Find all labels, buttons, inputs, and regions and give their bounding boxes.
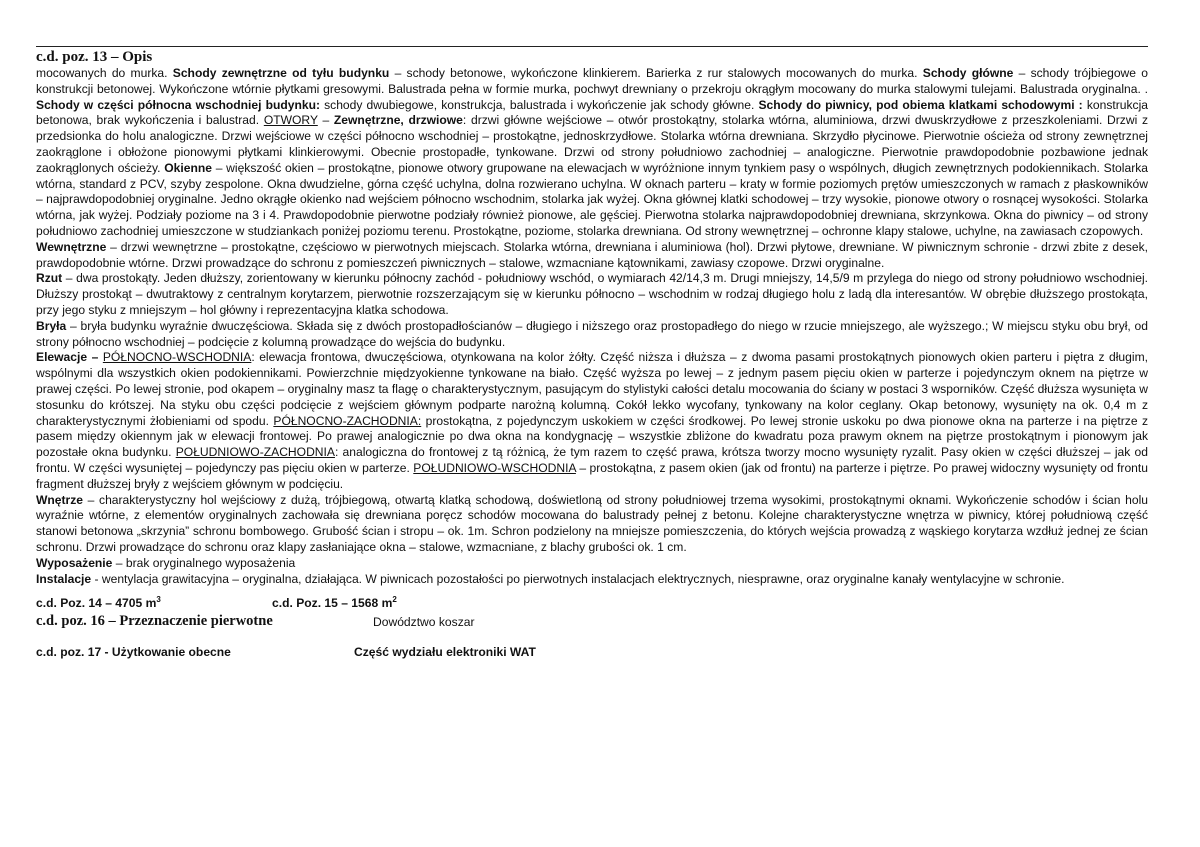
opis-body bbox=[36, 66, 1148, 587]
text-run: – większość okien – prostokątne, pionowe otwory grupowane na elewacjach w wyróżnione innym tynkiem pasy o wspólnych, długich zewnętrznych podokiennikach. Stolarka wtórna, standard z PCV, szyby zespolone. Okna dwudzielne, górna część uchylna, dolna rozwierano uchylna. W oknach parteru – kraty w formie poziomych prętów umieszczonych w ramach z płaskowników – najprawdopodobniej oryginalne. Jedno okrągłe okienko nad wejściem północno wschodnim, stolarka jak wyżej. Okna głównej klatki schodowej – trzy wysokie, pionowe otwory o rosnącej wysokości. Stolarka wtórna, jak wyżej. Podziały poziome na 3 i 4. Prawdopodobnie pierwotne podziały również pionowe, ale gęściej. Pierwotna stolarka najprawdopodobniej drewniana, skrzynkowa. Okna do piwnicy – od strony południowo zachodniej umieszczone w studziankach poniżej poziomu terenu. Prostokątne, poziome, stolarka drewniana. Od strony wewnętrznej – ochronne klapy stalowe, uchylne, na zawiasach czopowych. bbox=[36, 160, 1148, 238]
term-schody-glowne: Schody główne bbox=[922, 66, 1014, 80]
term-schody-do-piwnicy: Schody do piwnicy, pod obiema klatkami schodowymi : bbox=[758, 97, 1083, 112]
section-heading-poz-13: c.d. poz. 13 – Opis bbox=[36, 49, 153, 65]
paragraph-bryla bbox=[36, 319, 1148, 351]
term-wnetrze: Wnętrze bbox=[36, 492, 84, 507]
text-run: – prostokątna, z pasem okien (jak od frontu) na parterze i piętrze. Po prawej widoczny wysunięty od frontu fragment dłuższej bryły z wejściem głównym w podcięciu. bbox=[36, 460, 1148, 491]
poz-14-label: c.d. Poz. 14 – 4705 m bbox=[36, 596, 157, 611]
term-pd-zach: POŁUDNIOWO-ZACHODNIA bbox=[175, 445, 335, 460]
poz-14-kubatura bbox=[36, 596, 161, 610]
text-run: – dwa prostokąty. Jeden dłuższy, zorientowany w kierunku północny zachód - południowy wschód, o wymiarach 42/14,3 m. Drugi mniejszy, 14,5/9 m przylega do niego od strony południowo wschodniej. Dłuższy prostokąt – dwutraktowy z centralnym korytarzem, pierwotnie rozszerzającym się w kierunku północno – wschodnim w rodzaj długiego holu z ladą dla interesantów. W obrębie dłuższego prostokąta, przy jego styku z mniejszym – hol główny i reprezentacyjna klatka schodowa. bbox=[36, 271, 1148, 317]
text-run: prostokątna, z pojedynczym uskokiem w części środkowej. Po lewej stronie uskoku po dwa pionowe okna na parterze i na piętrze z pasem między okiennym jak w elewacji frontowej. Po prawej analogicznie po dwa okna na kondygnację – wszystkie zbliżone do kwadratu poza prawym oknem na piętrze prostokątnym i pionowym jak pozostałe okna budynku. bbox=[36, 413, 1148, 460]
term-okienne: Okienne bbox=[164, 160, 212, 175]
term-pd-wsch: POŁUDNIOWO-WSCHODNIA bbox=[413, 460, 576, 475]
text-run: – bryła budynku wyraźnie dwuczęściowa. Składa się z dwóch prostopadłościanów – długiego i niższego oraz prostopadłego do niego w rzucie mniejszego, ale wyższego.; W miejscu styku obu brył, od strony północno wschodniej – podcięcie z kolumną prowadzące do wejścia do budynku. bbox=[36, 318, 1148, 349]
poz-15-label: c.d. Poz. 15 – 1568 m bbox=[272, 596, 393, 611]
text-run: : drzwi główne wejściowe – otwór prostokątny, stolarka wtórna, aluminiowa, drzwi dwuskrzydłowe z przeszkoleniami. Drzwi z przedsionka do holu analogiczne. Drzwi wejściowe w części północno wschodniej – prostokątne, jednoskrzydłowe. Stolarka wtórna drewniana. Skrzydło płycinowe. Pierwotnie ościeża od strony zewnętrznej zaokrąglone i obłożone pionowymi płytkami klinkierowymi. Obecnie prostopadłe, tynkowane. Drzwi od strony południowo zachodniej – analogiczne. Pierwotnie prawdopodobnie pozbawione jednak zaokrąglonych ościeży. bbox=[36, 113, 1149, 175]
text-run: : elewacja frontowa, dwuczęściowa, otynkowana na kolor żółty. Część niższa i dłuższa – z dwoma pasami prostokątnych pionowych okien parteru i piętra z długim, wspólnymi dla wszystkich okien podokiennikami. Powierzchnie międzyokienne tynkowane na biało. Część wyższa po lewej – z jednym pasem pięciu okien w parterze i pojedynczym oknem na piętrze w prawej części. Po lewej stronie, pod okapem – oryginalny masz ta flagę o charakterystycznym, pasującym do stylistyki całości detalu mocowania do ściany w postaci 3 wsporników. Część dłuższa wysunięta w stosunku do krótszej. Na styku obu części podcięcie z wejściem głównym podparte narożną kolumną. Cokół lekko wycofany, tynkowany na kolor ceglany. Okap betonowy, wysunięty na ok. 0,4 m z charakterystycznymi żłobieniami od spodu. bbox=[36, 350, 1149, 428]
paragraph-instalacje bbox=[36, 572, 1148, 588]
term-schody-pn-wsch: Schody w części północna wschodniej budynku: bbox=[36, 97, 320, 112]
text-run: – bbox=[317, 113, 334, 128]
text-run: – brak oryginalnego wyposażenia bbox=[112, 555, 296, 570]
text-run: – schody betonowe, wykończone klinkierem. Barierka z rur stalowych mocowanych do murka. bbox=[389, 66, 923, 80]
poz-17-label: c.d. poz. 17 - Użytkowanie obecne bbox=[36, 645, 231, 660]
text-run: mocowanych do murka. bbox=[36, 66, 173, 80]
term-pn-zach: PÓŁNOCNO-ZACHODNIA: bbox=[273, 413, 422, 428]
positions-block bbox=[36, 587, 1148, 697]
term-schody-zewnetrzne: Schody zewnętrzne od tyłu budynku bbox=[172, 66, 390, 80]
term-pn-wsch: PÓŁNOCNO-WSCHODNIA bbox=[102, 350, 252, 365]
poz-16-value: Dowództwo koszar bbox=[373, 615, 475, 630]
paragraph-wewnetrzne bbox=[36, 240, 1148, 272]
term-wewnetrzne: Wewnętrzne bbox=[36, 239, 107, 254]
term-zewnetrzne-drzwiowe: Zewnętrzne, drzwiowe bbox=[333, 113, 463, 128]
text-run: - wentylacja grawitacyjna – oryginalna, działająca. W piwnicach pozostałości po pierwotnych instalacjach elektrycznych, niesprawne, oraz oryginalne kanały wentylacyjne w schronie. bbox=[91, 571, 1065, 586]
paragraph-elewacje bbox=[36, 350, 1148, 492]
poz-15-unit-sup: 2 bbox=[392, 595, 397, 605]
term-wyposazenie: Wyposażenie bbox=[36, 555, 113, 570]
term-bryla: Bryła bbox=[36, 318, 67, 333]
text-run: schody dwubiegowe, konstrukcja, balustrada i wykończenie jak schody główne. bbox=[320, 97, 759, 112]
text-run: : analogiczna do frontowej z tą różnicą, że tym razem to część prawa, krótsza tworzy mocno wysunięty ryzalit. Pasy okien w części dłuższej – jak od frontu. W części wysuniętej – pojedynczy pas pięciu okien w parterze. bbox=[36, 445, 1148, 475]
text-run: – schody trójbiegowe o konstrukcji betonowej. Wykończone wtórnie płytkami gresowymi. Balustrada pełna w formie murka, pochwyt drewniany o przekroju okrągłym mocowany do murka stalowymi tulejami. Balustrada oryginalna. . bbox=[36, 66, 1148, 96]
poz-17-value: Część wydziału elektroniki WAT bbox=[354, 645, 536, 660]
paragraph-schody-otwory bbox=[36, 66, 1148, 240]
term-elewacje: Elewacje – bbox=[36, 350, 103, 365]
term-otwory: OTWORY bbox=[263, 113, 318, 128]
text-run: – drzwi wewnętrzne – prostokątne, częściowo w pierwotnych miejscach. Stolarka wtórna, drewniana i aluminiowa (hol). Drzwi płytowe, drewniane. W piwnicznym schronie - drzwi zbite z desek, prawdopodobnie wtórne. Drzwi prowadzące do schronu z pomieszczeń piwnicznych – stalowe, wzmacniane kątownikami, zawiasy czopowe. Drzwi oryginalne. bbox=[36, 239, 1148, 270]
paragraph-rzut bbox=[36, 271, 1148, 318]
poz-14-unit-sup: 3 bbox=[156, 595, 161, 605]
term-instalacje: Instalacje bbox=[36, 571, 92, 586]
top-rule bbox=[36, 46, 1148, 47]
text-run: konstrukcja betonowa, brak wykończenia i balustrad. bbox=[36, 97, 1148, 128]
paragraph-wnetrze bbox=[36, 493, 1148, 556]
paragraph-wyposazenie bbox=[36, 556, 1148, 572]
poz-15-powierzchnia bbox=[272, 596, 397, 610]
text-run: – charakterystyczny hol wejściowy z dużą, trójbiegową, otwartą klatką schodową, doświetloną od strony południowej trzema wysokimi, prostokątnymi oknami. Wykończenie schodów i ścian holu wyraźnie wtórne, z elementów oryginalnych zachowała się drewniana poręcz schodów mocowana do balustrady pełnej z betonu. Kolejne charakterystyczne wnętrza w piwnicy, której południową część stanowi betonowa „skrzynia” schronu bombowego. Grubość ścian i stropu – ok. 1m. Schron podzielony na mniejsze pomieszczenia, do których wejścia prowadzą z wąskiego korytarza wzdłuż jednej ze ścian schronu. Drzwi prowadzące do schronu oraz klapy zasłaniające okna – stalowe, wzmacniane, z blachy grubości ok. 1 cm. bbox=[36, 492, 1148, 554]
poz-16-label: c.d. poz. 16 – Przeznaczenie pierwotne bbox=[36, 613, 273, 630]
term-rzut: Rzut bbox=[36, 271, 63, 286]
document-page bbox=[36, 49, 1148, 697]
